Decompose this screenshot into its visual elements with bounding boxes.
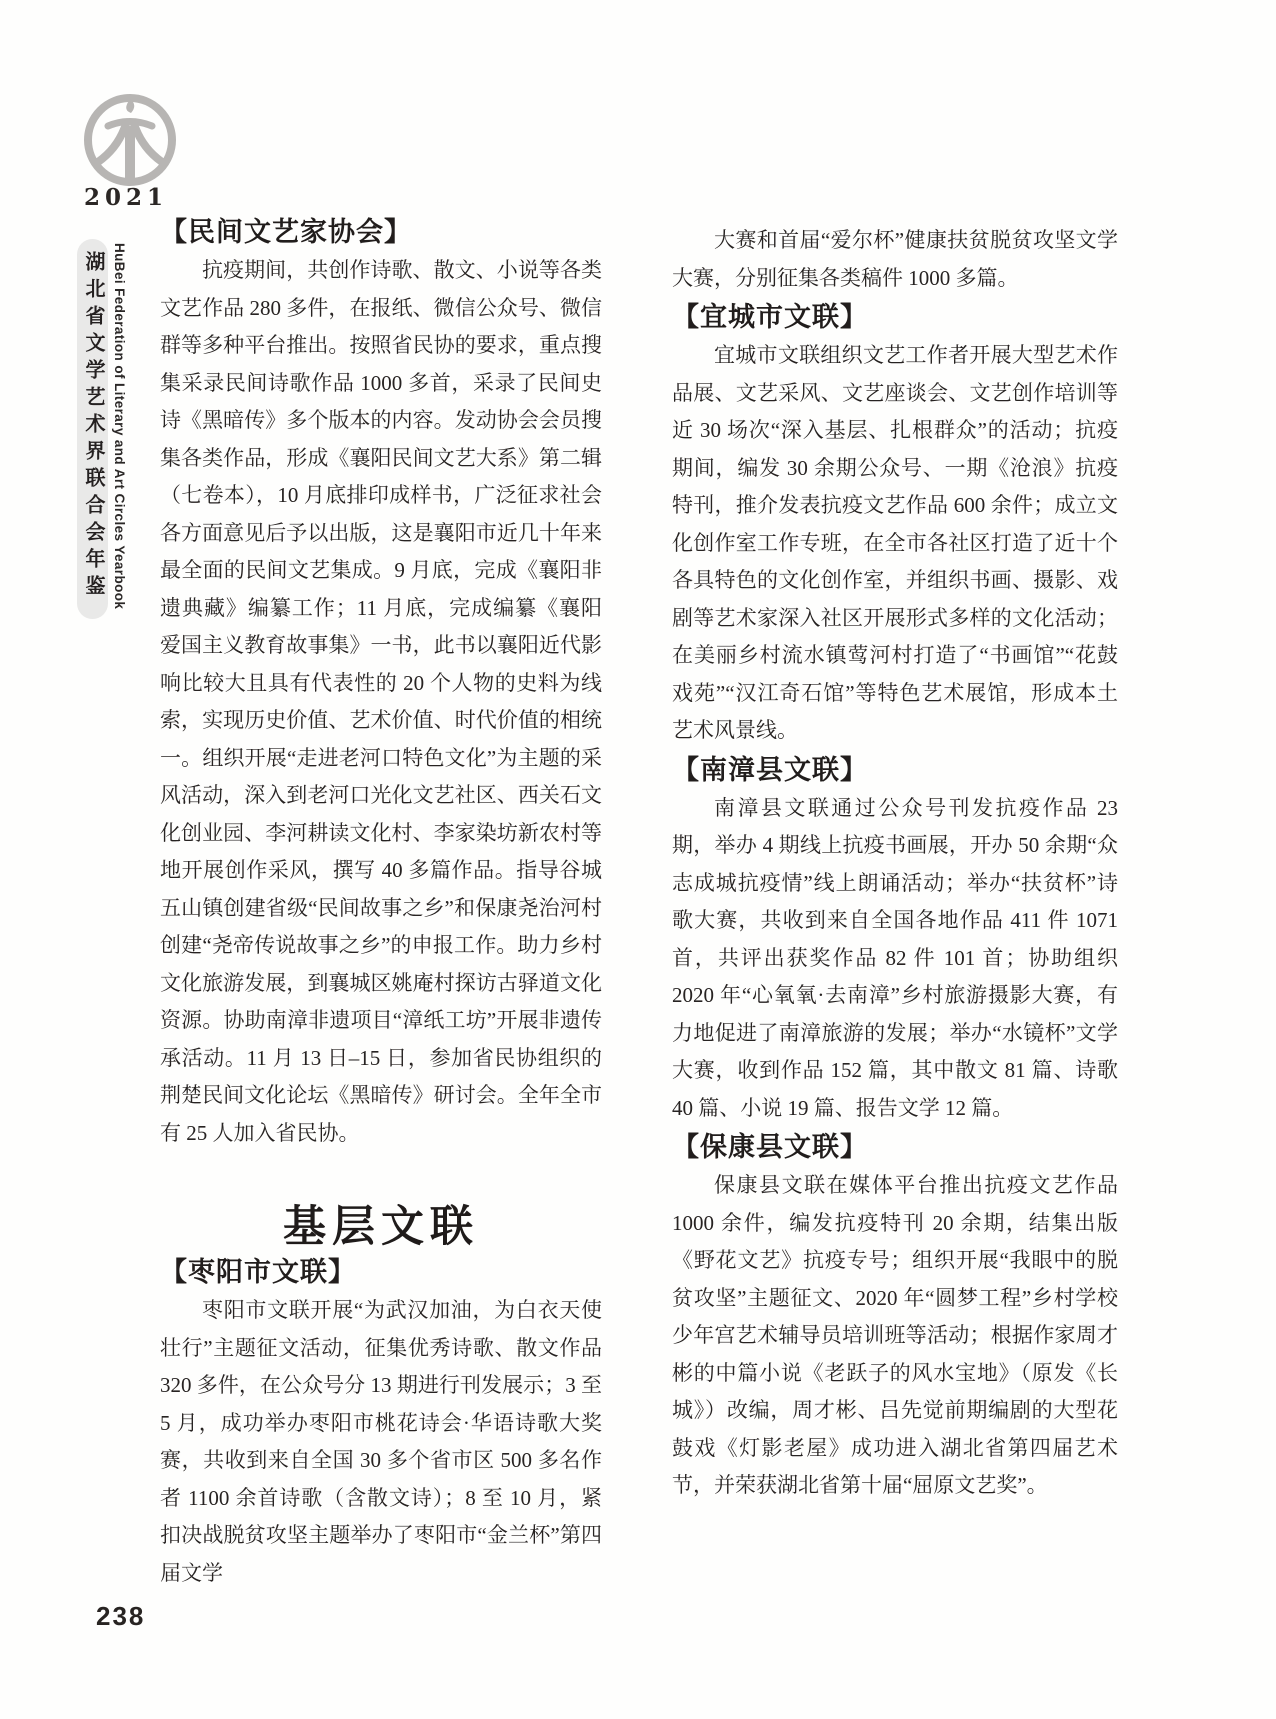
section-body-nanzhang: 南漳县文联通过公众号刊发抗疫作品 23 期，举办 4 期线上抗疫书画展，开办 50 余期“众志成城抗疫情”线上朗诵活动；举办“扶贫杯”诗歌大赛，共收到来自全国各地作品 411 件 1071 首，共评出获奖作品 82 件 101 首；协助组织 2020 年“心氧氧·去南漳”乡村旅游摄影大赛，有力地促进了南漳旅游的发展；举办“水镜杯”文学大赛，收到作品 152 篇，其中散文 81 篇、诗歌 40 篇、小说 19 篇、报告文学 12 篇。: [672, 795, 1118, 1120]
right-column: [672, 222, 1118, 1505]
left-column: [160, 212, 602, 1592]
sidebar-title-strip: [77, 239, 108, 619]
continuation-paragraph: 大赛和首届“爱尔杯”健康扶贫脱贫攻坚文学大赛，分别征集各类稿件 1000 多篇。: [672, 228, 1118, 290]
section-body-folk-artists-association: 抗疫期间，共创作诗歌、散文、小说等各类文艺作品 280 多件，在报纸、微信公众号、微信群等多种平台推出。按照省民协的要求，重点搜集采录民间诗歌作品 1000 多首，采录了民间史诗《黑暗传》多个版本的内容。发动协会会员搜集各类作品，形成《襄阳民间文艺大系》第二辑（七卷本），10 月底排印成样书，广泛征求社会各方面意见后予以出版，这是襄阳市近几十年来最全面的民间文艺集成。9 月底，完成《襄阳非遗典藏》编纂工作；11 月底，完成编纂《襄阳爱国主义教育故事集》一书，此书以襄阳近代影响比较大且具有代表性的 20 个人物的史料为线索，实现历史价值、艺术价值、时代价值的相统一。组织开展“走进老河口特色文化”为主题的采风活动，深入到老河口光化文艺社区、西关石文化创业园、李河耕读文化村、李家染坊新农村等地开展创作采风，撰写 40 多篇作品。指导谷城五山镇创建省级“民间故事之乡”和保康尧治河村创建“尧帝传说故事之乡”的申报工作。助力乡村文化旅游发展，到襄城区姚庵村探访古驿道文化资源。协助南漳非遗项目“漳纸工坊”开展非遗传承活动。11 月 13 日–15 日，参加省民协组织的荆楚民间文化论坛《黑暗传》研讨会。全年全市有 25 人加入省民协。: [160, 258, 602, 1145]
sidebar-title-english: HuBei Federation of Literary and Art Circles Yearbook: [112, 243, 127, 610]
section-body-baokang: 保康县文联在媒体平台推出抗疫文艺作品 1000 余件，编发抗疫特刊 20 余期，结集出版《野花文艺》抗疫专号；组织开展“我眼中的脱贫攻坚”主题征文、2020 年“圆梦工程”乡村学校少年宫艺术辅导员培训班等活动；根据作家周才彬的中篇小说《老跃子的风水宝地》（原发《长城》）改编，周才彬、吕先觉前期编剧的大型花鼓戏《灯影老屋》成功进入湖北省第四届艺术节，并荣获湖北省第十届“屈原文艺奖”。: [672, 1173, 1118, 1497]
federation-logo: [70, 90, 190, 190]
section-heading-yicheng: 【宜城市文联】: [672, 302, 868, 332]
federation-logo-icon: [70, 90, 190, 190]
logo-year: 2021: [84, 184, 169, 211]
section-heading-nanzhang: 【南漳县文联】: [672, 754, 868, 785]
page-number: 238: [96, 1601, 146, 1631]
section-heading-baokang: 【保康县文联】: [672, 1132, 868, 1162]
section-body-zaoyang: 枣阳市文联开展“为武汉加油，为白衣天使壮行”主题征文活动，征集优秀诗歌、散文作品 320 多件，在公众号分 13 期进行刊发展示；3 至 5 月，成功举办枣阳市桃花诗会·华语诗歌大奖赛，共收到来自全国 30 多个省市区 500 多名作者 1100 余首诗歌（含散文诗）；8 至 10 月，紧扣决战脱贫攻坚主题举办了枣阳市“金兰杯”第四届文学: [160, 1298, 602, 1585]
section-body-yicheng: 宜城市文联组织文艺工作者开展大型艺术作品展、文艺采风、文艺座谈会、文艺创作培训等近 30 场次“深入基层、扎根群众”的活动；抗疫期间，编发 30 余期公众号、一期《沧浪》抗疫特刊，推介发表抗疫文艺作品 600 余件；成立文化创作室工作专班，在全市各社区打造了近十个各具特色的文化创作室，并组织书画、摄影、戏剧等艺术家深入社区开展形式多样的文化活动；在美丽乡村流水镇莺河村打造了“书画馆”“花鼓戏苑”“汉江奇石馆”等特色艺术展馆，形成本土艺术风景线。: [672, 343, 1118, 742]
chapter-heading-grassroots-federations: 基层文联: [283, 1204, 479, 1251]
section-heading-folk-artists-association: 【民间文艺家协会】: [160, 217, 412, 247]
sidebar-title-chinese: 湖北省文学艺术界联合会年鉴: [82, 251, 104, 602]
section-heading-zaoyang: 【枣阳市文联】: [160, 1257, 356, 1287]
